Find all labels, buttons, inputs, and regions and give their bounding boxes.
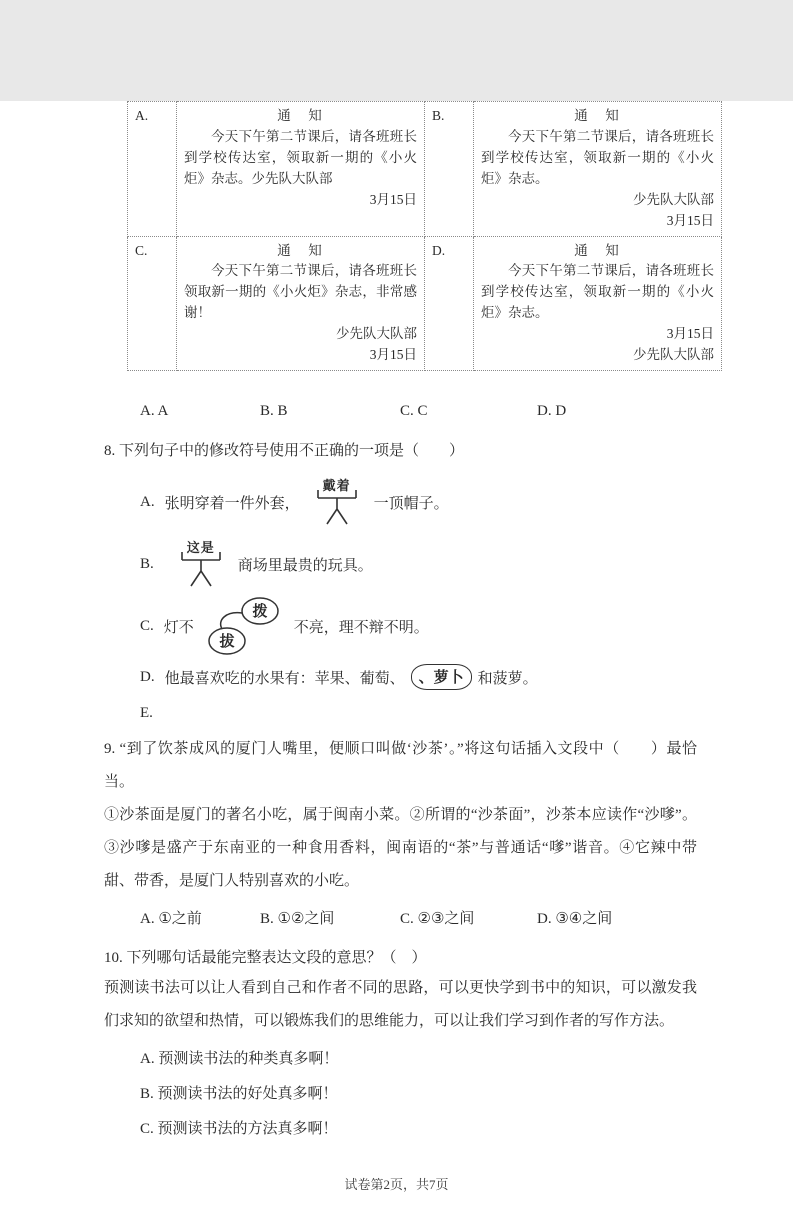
- q7-option-d: D. D: [537, 402, 567, 419]
- q8-option-a-post: 一顶帽子。: [373, 495, 449, 512]
- notice-d-label: D.: [425, 236, 474, 371]
- q8-option-e: [140, 701, 793, 725]
- notice-b-body: 今天下午第二节课后，请各班班长到学校传达室，领取新一期的《小火炬》杂志。: [481, 128, 714, 186]
- q8-option-c-post: 不亮，理不辩不明。: [293, 619, 429, 636]
- q7-option-a: A. A: [140, 402, 169, 419]
- q9-option-a: A. ①之前: [140, 910, 202, 927]
- question10-passage: 预测读书法可以让人看到自己和作者不同的思路，可以更快学到书中的知识，可以激发我们求知的欲望和热情，可以锻炼我们的思维能力，可以让我们学习到作者的写作方法。: [104, 980, 697, 1030]
- notice-d-signature: 少先队大队部: [633, 347, 714, 363]
- q7-option-b: B. B: [260, 402, 288, 419]
- notice-b-signature: 少先队大队部: [633, 191, 714, 207]
- q8-option-c: [140, 597, 793, 655]
- q10-option-c: C. 预测读书法的方法真多啊！: [140, 1121, 338, 1138]
- q9-option-c: C. ②③之间: [400, 910, 475, 927]
- replacement-char: 拨: [252, 604, 268, 621]
- notice-a-label: A.: [128, 102, 177, 237]
- q8-option-d-pre: 他最喜欢吃的水果有：苹果、葡萄、: [164, 670, 405, 687]
- notice-d: [474, 236, 722, 371]
- q8-option-e-label: E.: [140, 704, 153, 721]
- insertion-proofreading-mark: [178, 541, 224, 587]
- notice-a-body: 今天下午第二节课后，请各班班长到学校传达室，领取新一期的《小火炬》杂志。少先队大队部: [184, 128, 417, 186]
- caret-insertion-icon: [314, 487, 360, 525]
- question9-options: [140, 900, 793, 934]
- notice-b-label: B.: [425, 102, 474, 237]
- question10-options: [0, 1042, 793, 1147]
- substitution-proofreading-mark: [200, 595, 288, 657]
- q8-option-a-label: A.: [140, 493, 155, 510]
- notice-b: [474, 102, 722, 237]
- q10-option-b: B. 预测读书法的好处真多啊！: [140, 1086, 338, 1103]
- q8-option-b: [140, 533, 793, 595]
- notice-d-date: 3月15日: [666, 326, 714, 342]
- notice-c-date: 3月15日: [369, 347, 417, 363]
- q8-option-c-pre: 灯不: [163, 619, 194, 636]
- insertion-proofreading-mark: [314, 479, 360, 525]
- q8-option-d: [140, 661, 793, 693]
- question8-stem: 8. 下列句子中的修改符号使用不正确的一项是（ ）: [104, 443, 465, 460]
- question10-stem: 10. 下列哪句话最能完整表达文段的意思？（ ）: [104, 950, 427, 967]
- question9: [0, 733, 793, 934]
- q8-option-a-pre: 张明穿着一件外套，: [164, 495, 300, 512]
- inserted-word: 这是: [186, 540, 215, 556]
- notice-d-body: 今天下午第二节课后，请各班班长到学校传达室，领取新一期的《小火炬》杂志。: [481, 263, 714, 321]
- table-row: [128, 102, 722, 237]
- table-row: [128, 236, 722, 371]
- inserted-word: 戴着: [322, 478, 351, 494]
- notice-c-body: 今天下午第二节课后，请各班班长领取新一期的《小火炬》杂志，非常感谢！: [184, 263, 417, 321]
- page-footer: 试卷第2页，共7页: [344, 1177, 449, 1192]
- original-char: 拔: [219, 634, 235, 651]
- notice-d-title: 通 知: [574, 242, 621, 258]
- exam-paper-page: [0, 101, 793, 1223]
- q8-option-a: [140, 473, 793, 531]
- q8-option-c-label: C.: [140, 617, 154, 634]
- notice-c-label: C.: [128, 236, 177, 371]
- question10: [0, 946, 793, 1147]
- q8-option-b-label: B.: [140, 555, 154, 572]
- question7-options: [140, 399, 793, 423]
- caret-insertion-icon: [178, 549, 224, 587]
- notice-a: [177, 102, 425, 237]
- notice-c-signature: 少先队大队部: [336, 326, 417, 342]
- q8-option-b-post: 商场里最贵的玩具。: [237, 557, 373, 574]
- notice-a-date: 3月15日: [369, 191, 417, 207]
- q7-option-c: C. C: [400, 402, 428, 419]
- notice-c-title: 通 知: [277, 242, 324, 258]
- notice-c: [177, 236, 425, 371]
- question9-passage: ①沙茶面是厦门的著名小吃，属于闽南小菜。②所谓的“沙茶面”，沙茶本应读作“沙嗲”。③沙嗲是盛产于东南亚的一种食用香料，闽南语的“茶”与普通话“嗲”谐音。④它辣中带甜、带香，是厦门人特别喜欢的小吃。: [104, 807, 697, 890]
- question9-stem: 9. “到了饮茶成风的厦门人嘴里，便顺口叫做‘沙茶’。”将这句话插入文段中（ ）最恰当。: [104, 741, 697, 791]
- q10-option-a: A. 预测读书法的种类真多啊！: [140, 1051, 339, 1068]
- notice-a-title: 通 知: [277, 108, 324, 123]
- notice-b-title: 通 知: [574, 108, 621, 123]
- deletion-proofreading-mark: 、萝卜: [411, 664, 472, 690]
- q8-option-d-label: D.: [140, 668, 155, 685]
- q9-option-b: B. ①②之间: [260, 910, 335, 927]
- notice-options-table: [127, 101, 722, 371]
- notice-b-date: 3月15日: [666, 212, 714, 228]
- q9-option-d: D. ③④之间: [537, 910, 613, 927]
- q8-option-d-post: 和菠萝。: [477, 670, 538, 687]
